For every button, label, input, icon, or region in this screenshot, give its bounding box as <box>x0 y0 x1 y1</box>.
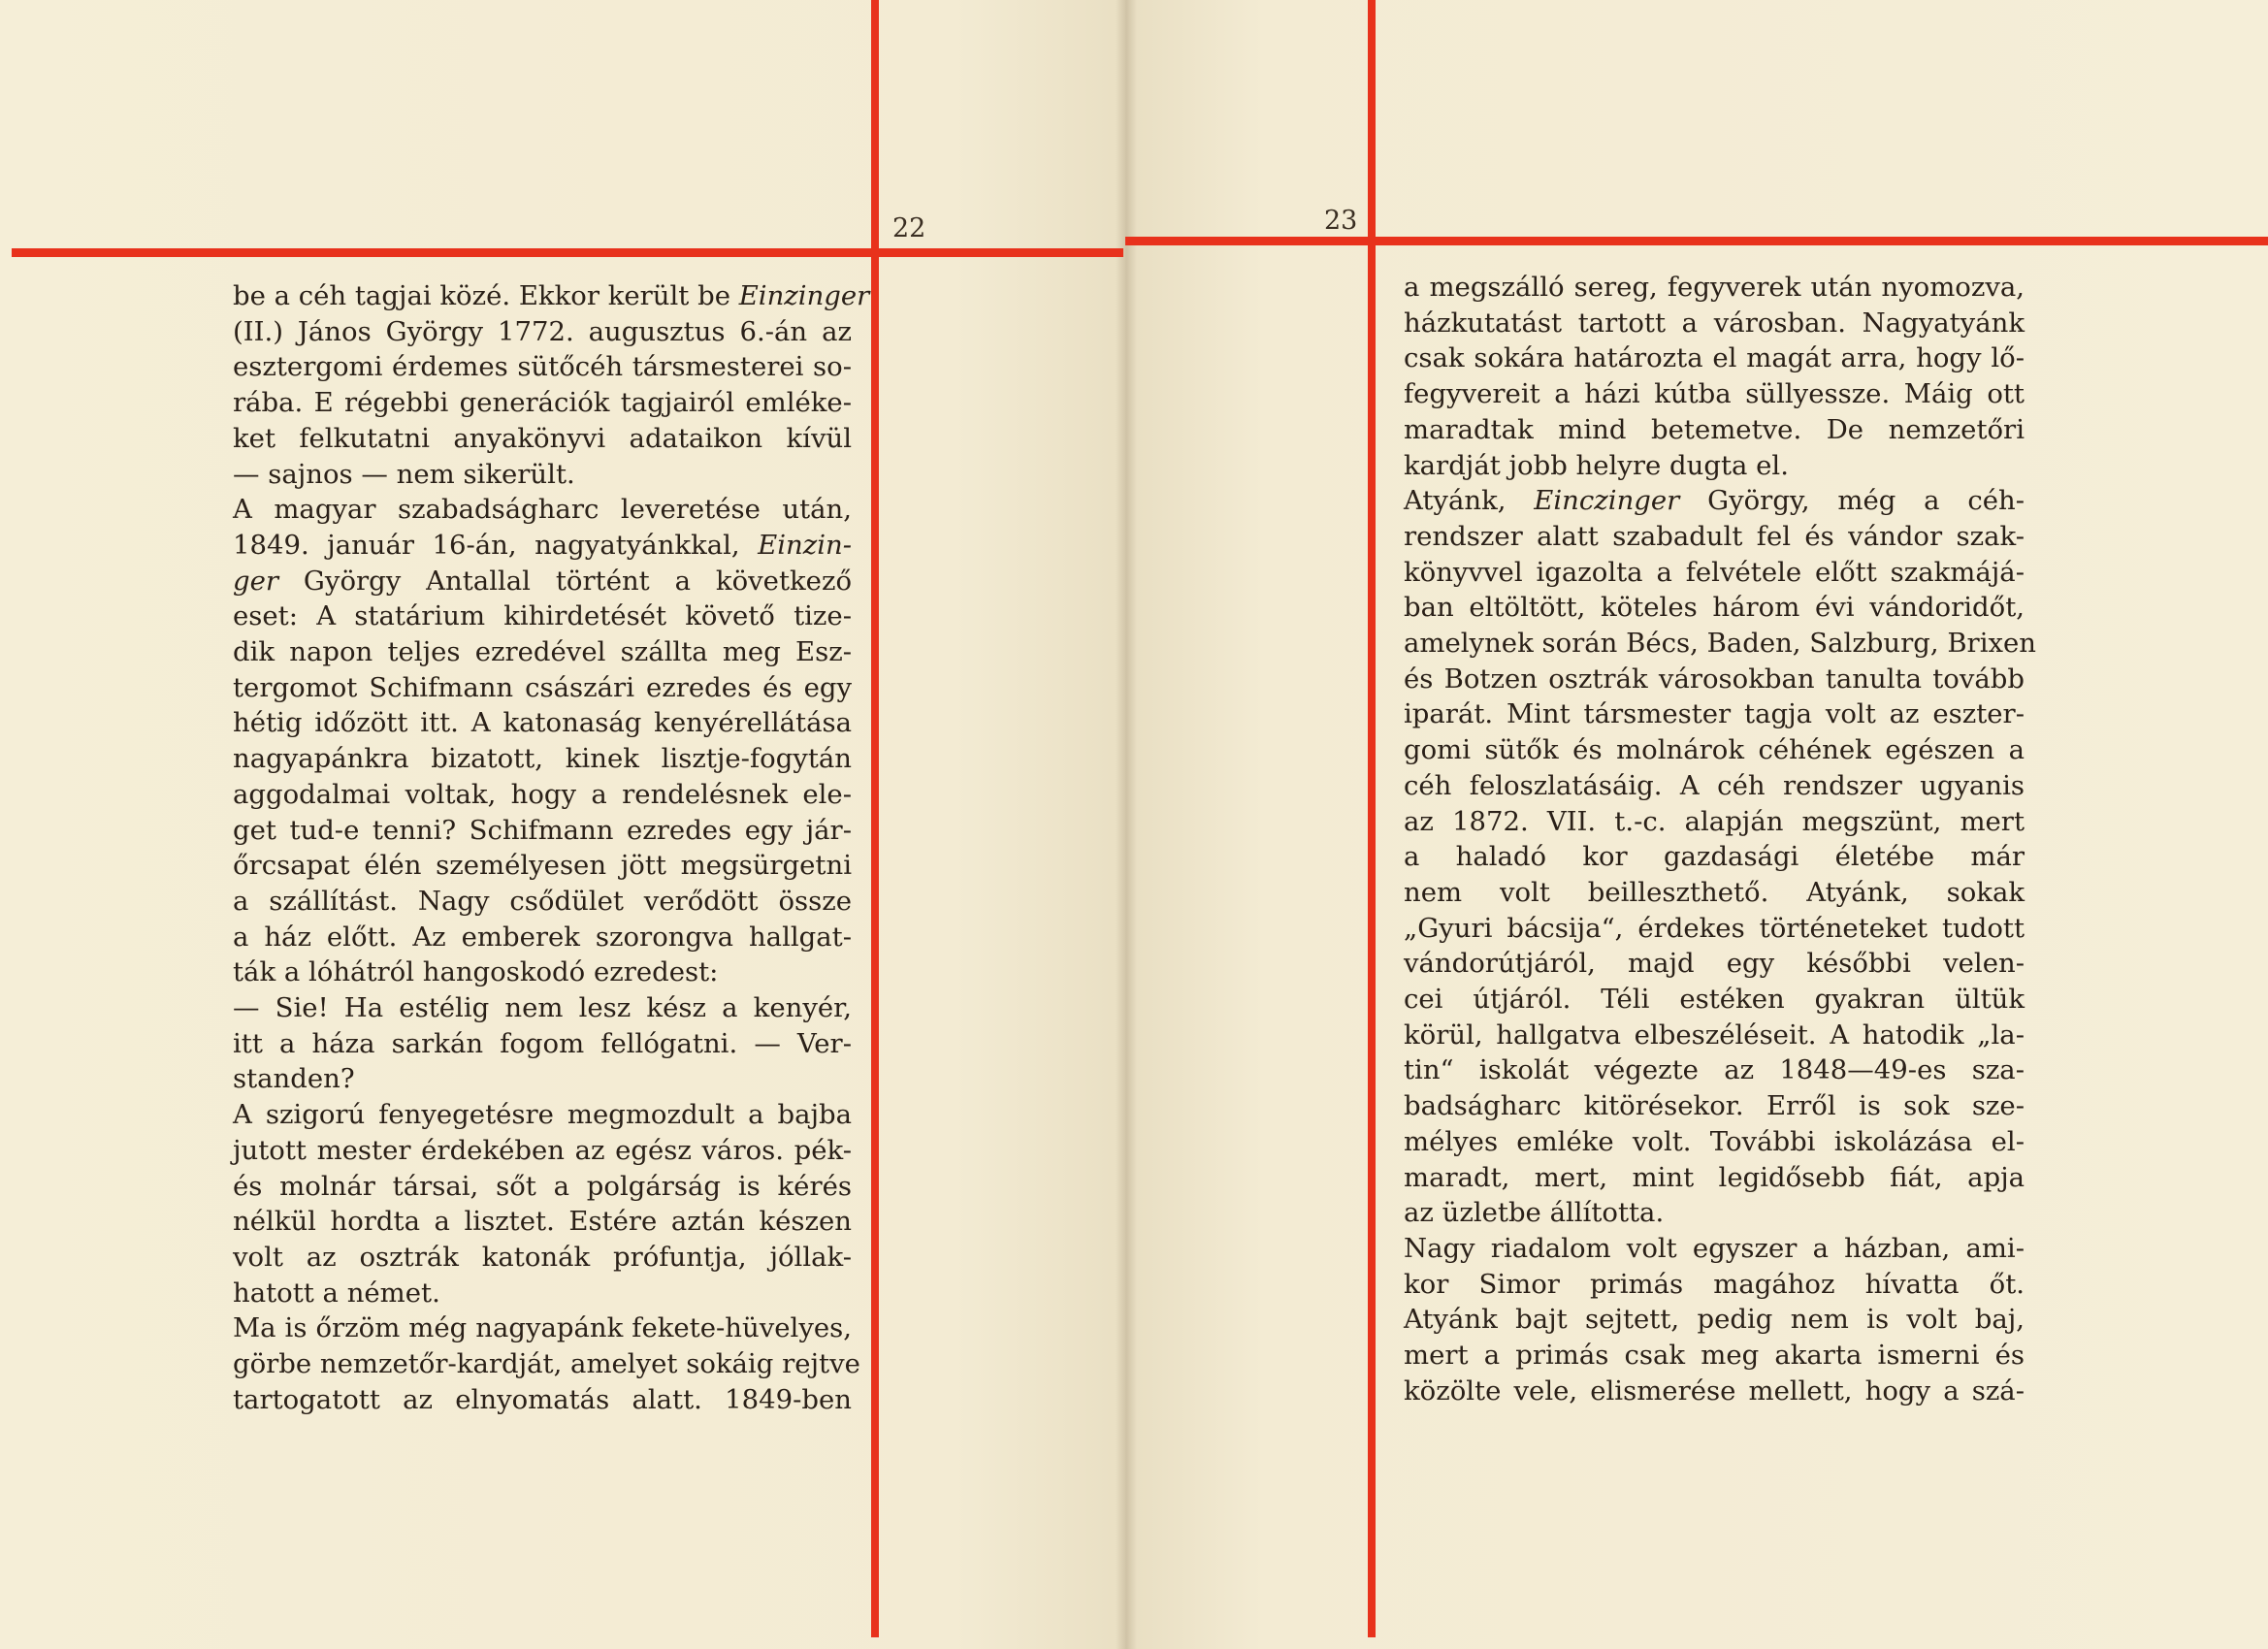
line-text: céh feloszlatásáig. A céh rendszer ugyanis <box>1404 769 2025 801</box>
line-text-after: György Antallal történt a következő <box>278 565 852 597</box>
line-text: mélyes emléke volt. További iskolázása el- <box>1404 1125 2025 1157</box>
book-gutter <box>1116 0 1137 1649</box>
text-line <box>1404 1088 2025 1124</box>
line-text: vándorútjáról, majd egy későbbi velen- <box>1404 948 2025 980</box>
line-text: ták a lóhátról hangoskodó ezredest: <box>233 956 719 988</box>
right-top-rule <box>1125 237 2268 245</box>
line-text: körül, hallgatva elbeszéléseit. A hatodik „la- <box>1404 1018 2025 1051</box>
text-line <box>1404 1374 2025 1409</box>
line-text: iparát. Mint társmester tagja volt az eszter- <box>1404 698 2025 730</box>
line-text: A magyar szabadságharc leveretése után, <box>233 494 852 526</box>
text-line <box>233 564 852 599</box>
line-text: maradtak mind betemetve. De nemzetőri <box>1404 413 2025 445</box>
text-line <box>1404 519 2025 555</box>
line-text: gomi sütők és molnárok céhének egészen a <box>1404 734 2025 766</box>
left-column-rule <box>871 0 879 1637</box>
text-line <box>233 385 852 421</box>
text-line <box>1404 911 2025 947</box>
line-text: (II.) János György 1772. augusztus 6.-án az <box>233 315 852 347</box>
text-line <box>233 1276 852 1311</box>
line-text: hétig időzött itt. A katonaság kenyérellátása <box>233 707 852 739</box>
text-line <box>1404 555 2025 591</box>
text-line <box>1404 875 2025 911</box>
line-text: az 1872. VII. t.-c. alapján megszünt, mert <box>1404 805 2025 837</box>
text-line <box>1404 1267 2025 1303</box>
text-line <box>1404 804 2025 840</box>
text-line <box>233 634 852 670</box>
text-line <box>1404 626 2036 662</box>
line-text: őrcsapat élén személyesen jött megsürgetni <box>233 850 852 882</box>
text-line <box>1404 768 2025 804</box>
line-text: — sajnos — nem sikerült. <box>233 458 575 490</box>
line-text: standen? <box>233 1063 355 1095</box>
line-text: görbe nemzetőr-kardját, amelyet sokáig rejtve <box>233 1348 860 1380</box>
text-line <box>233 598 852 634</box>
text-line <box>233 492 852 528</box>
text-line <box>233 1169 852 1205</box>
line-text: könyvvel igazolta a felvétele előtt szakmájá- <box>1404 556 2025 588</box>
line-text: hatott a német. <box>233 1277 440 1309</box>
text-line <box>1404 1160 2025 1196</box>
line-text: be a céh tagjai közé. Ekkor került be <box>233 280 739 311</box>
text-line <box>1404 590 2025 626</box>
text-line <box>1404 946 2025 982</box>
line-text: badságharc kitörésekor. Erről is sok sze- <box>1404 1090 2025 1122</box>
line-text: az üzletbe állította. <box>1404 1197 1665 1229</box>
line-text: és molnár társai, sőt a polgárság is kérés <box>233 1170 852 1202</box>
text-line <box>233 1204 852 1240</box>
text-line <box>233 884 852 920</box>
text-line <box>233 813 852 849</box>
text-line <box>1404 1052 2025 1088</box>
text-line <box>233 990 852 1026</box>
line-text: csak sokára határozta el magát arra, hogy lő- <box>1404 342 2025 374</box>
text-line <box>233 349 852 385</box>
text-line <box>233 457 852 493</box>
text-line <box>233 1061 852 1097</box>
line-text: dik napon teljes ezredével szállta meg Esz- <box>233 636 852 668</box>
text-line <box>233 528 852 564</box>
text-line <box>1404 1302 2025 1338</box>
italic-name: Einczinger <box>1534 485 1680 517</box>
text-line <box>233 705 852 741</box>
line-text: közölte vele, elismerése mellett, hogy a szá- <box>1404 1374 2025 1406</box>
text-line <box>1404 1018 2025 1053</box>
left-page-text <box>233 278 870 1418</box>
text-line <box>1404 340 2025 376</box>
line-text: kardját jobb helyre dugta el. <box>1404 449 1789 481</box>
italic-name: Einzin- <box>758 529 852 561</box>
line-text: és Botzen osztrák városokban tanulta tovább <box>1404 663 2025 695</box>
line-text: kor Simor primás magához hívatta őt. <box>1404 1268 2025 1300</box>
line-text: get tud-e tenni? Schifmann ezredes egy jár- <box>233 814 852 846</box>
line-text: a ház előtt. Az emberek szorongva hallgat- <box>233 921 852 953</box>
line-text: a szállítást. Nagy csődület verődött össze <box>233 885 852 917</box>
text-line <box>233 1133 852 1169</box>
line-text: tergomot Schifmann császári ezredes és egy <box>233 671 852 703</box>
line-text: 1849. január 16-án, nagyatyánkkal, <box>233 529 759 561</box>
text-line <box>233 314 852 350</box>
text-line <box>1404 412 2025 448</box>
text-line <box>233 670 852 706</box>
text-line <box>233 848 852 884</box>
text-line <box>1404 1124 2025 1160</box>
right-page-text <box>1404 270 2036 1409</box>
line-text: maradt, mert, mint legidősebb fiát, apja <box>1404 1161 2025 1193</box>
line-text: a megszálló sereg, fegyverek után nyomozva, <box>1404 272 2025 303</box>
italic-name: ger <box>233 565 279 597</box>
text-line <box>1404 1231 2025 1267</box>
text-line <box>233 1382 852 1418</box>
line-text: A szigorú fenyegetésre megmozdult a bajba <box>233 1099 852 1131</box>
line-text: házkutatást tartott a városban. Nagyatyánk <box>1404 307 2025 339</box>
line-text: ket felkutatni anyakönyvi adataikon kívül <box>233 422 852 454</box>
line-text: nagyapánkra bizatott, kinek lisztje-fogytán <box>233 743 852 775</box>
text-line <box>1404 982 2025 1018</box>
line-text: rendszer alatt szabadult fel és vándor szak- <box>1404 520 2025 552</box>
text-line <box>233 278 870 314</box>
text-line <box>233 1097 852 1133</box>
line-text: esztergomi érdemes sütőcéh társmesterei so- <box>233 351 852 383</box>
text-line <box>233 1240 852 1276</box>
line-text: Nagy riadalom volt egyszer a házban, ami- <box>1404 1232 2025 1264</box>
line-text: Ma is őrzöm még nagyapánk fekete-hüvelyes, <box>233 1312 852 1344</box>
text-line <box>1404 448 2025 484</box>
text-line <box>233 777 852 813</box>
text-line <box>1404 732 2025 768</box>
line-text: a haladó kor gazdasági életébe már <box>1404 841 2025 873</box>
right-column-rule <box>1368 0 1376 1637</box>
line-text: eset: A statárium kihirdetését követő tize- <box>233 600 852 632</box>
text-line <box>233 1346 860 1382</box>
text-line <box>1404 1338 2025 1374</box>
text-line <box>1404 839 2025 875</box>
line-text: aggodalmai voltak, hogy a rendelésnek ele- <box>233 778 852 810</box>
line-text: rába. E régebbi generációk tagjairól emléke- <box>233 387 852 419</box>
line-text: mert a primás csak meg akarta ismerni és <box>1404 1340 2025 1372</box>
right-page-number: 23 <box>1324 206 1358 236</box>
line-text: nélkül hordta a lisztet. Estére aztán készen <box>233 1206 852 1238</box>
left-top-rule <box>12 248 1123 257</box>
line-text: tin“ iskolát végezte az 1848—49-es sza- <box>1404 1054 2025 1086</box>
line-text: nem volt beilleszthető. Atyánk, sokak <box>1404 876 2025 908</box>
line-text: fegyvereit a házi kútba süllyessze. Máig ott <box>1404 378 2025 410</box>
line-text: tartogatott az elnyomatás alatt. 1849-ben <box>233 1383 852 1415</box>
left-page-number: 22 <box>892 213 926 243</box>
text-line <box>1404 376 2025 412</box>
line-text-after: György, még a céh- <box>1679 485 2025 517</box>
text-line <box>233 954 852 990</box>
text-line <box>1404 483 2025 519</box>
line-text: — Sie! Ha estélig nem lesz kész a kenyér, <box>233 992 852 1024</box>
line-text: amelynek során Bécs, Baden, Salzburg, Brixen <box>1404 628 2036 660</box>
line-text: volt az osztrák katonák prófuntja, jóllak- <box>233 1241 852 1273</box>
text-line <box>233 1310 852 1346</box>
italic-name: Einzinger <box>738 280 870 311</box>
line-text: itt a háza sarkán fogom fellógatni. — Ver- <box>233 1027 852 1059</box>
text-line <box>233 421 852 457</box>
line-text: jutott mester érdekében az egész város. pék- <box>233 1134 852 1166</box>
text-line <box>1404 1195 2025 1231</box>
text-line <box>233 741 852 777</box>
line-text: Atyánk, <box>1404 485 1535 517</box>
text-line <box>1404 270 2025 306</box>
text-line <box>1404 662 2025 697</box>
text-line <box>233 1026 852 1062</box>
text-line <box>233 920 852 955</box>
line-text: ban eltöltött, köteles három évi vándoridőt, <box>1404 592 2025 624</box>
line-text: Atyánk bajt sejtett, pedig nem is volt baj, <box>1404 1304 2025 1336</box>
text-line <box>1404 696 2025 732</box>
line-text: cei útjáról. Téli estéken gyakran ültük <box>1404 984 2025 1016</box>
text-line <box>1404 306 2025 341</box>
line-text: „Gyuri bácsija“, érdekes történeteket tudott <box>1404 912 2025 944</box>
